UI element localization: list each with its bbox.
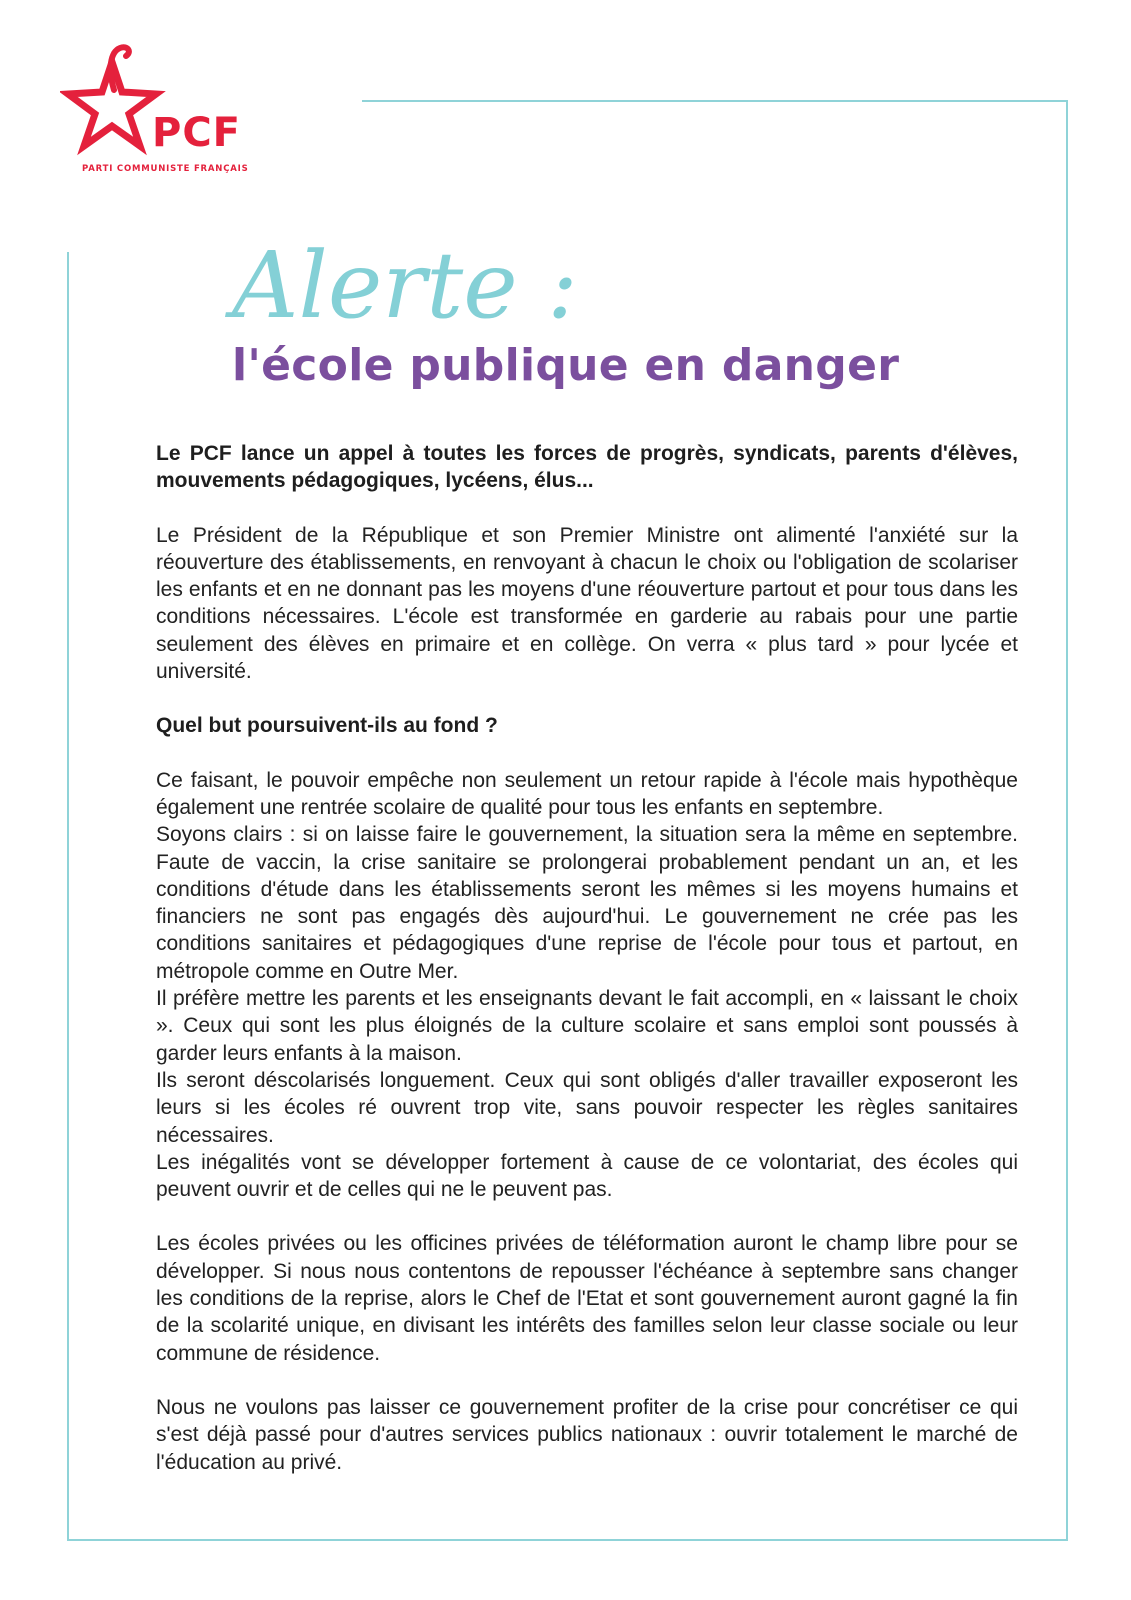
logo-acronym: PCF <box>152 110 241 156</box>
paragraph-4: Nous ne voulons pas laisser ce gouvernement profiter de la crise pour concrétiser ce qui s'est déjà passé pour d'autres services publics nationaux : ouvrir totalement le marché de l'éducation au privé. <box>156 1395 1018 1474</box>
frame-border-bottom <box>67 1539 1068 1541</box>
intro-paragraph: Le PCF lance un appel à toutes les forces de progrès, syndicats, parents d'élèves, mouvements pédagogiques, lycéens, élus... <box>156 442 1018 493</box>
question-heading: Quel but poursuivent-ils au fond ? <box>156 714 498 738</box>
document-body <box>156 440 1018 1476</box>
paragraph-3: Les écoles privées ou les officines privées de téléformation auront le champ libre pour se développer. Si nous nous contentons de repousser l'échéance à septembre sans changer les conditions de la reprise, alors le Chef de l'Etat et sont gouvernement auront gagné la fin de la scolarité unique, en divisant les intérêts des familles selon leur classe sociale ou leur commune de résidence. <box>156 1232 1018 1365</box>
paragraph-1: Le Président de la République et son Premier Ministre ont alimenté l'anxiété sur la réouverture des établissements, en renvoyant à chacun le choix ou l'obligation de scolariser les enfants et en ne donnant pas les moyens d'une réouverture partout et pour tous dans les conditions nécessaires. L'école est transformée en garderie au rabais pour une partie seulement des élèves en primaire et en collège. On verra « plus tard » pour lycée et université. <box>156 523 1018 684</box>
pcf-logo <box>60 40 260 180</box>
paragraph-2b: Soyons clairs : si on laisse faire le gouvernement, la situation sera la même en septembre. Faute de vaccin, la crise sanitaire se prolongerai probablement pendant un an, et les conditions d'étude dans les établissements seront les mêmes si les moyens humains et financiers ne sont pas engagés dès aujourd'hui. Le gouvernement ne crée pas les conditions sanitaires et pédagogiques d'une reprise de l'école pour tous et partout, en métropole comme en Outre Mer. <box>156 823 1018 983</box>
frame-border-right <box>1066 100 1068 1540</box>
frame-border-top <box>362 100 1067 102</box>
paragraph-2e: Les inégalités vont se développer fortement à cause de ce volontariat, des écoles qui peuvent ouvrir et de celles qui ne le peuvent pas. <box>156 1150 1018 1202</box>
title-script: Alerte : <box>232 232 578 339</box>
page-title: l'école publique en danger <box>232 340 900 391</box>
paragraph-2d: Ils seront déscolarisés longuement. Ceux qui sont obligés d'aller travailler exposeront les leurs si les écoles ré ouvrent trop vite, sans pouvoir respecter les règles sanitaires nécessaires. <box>156 1068 1018 1147</box>
frame-border-left <box>67 252 69 1540</box>
logo-full-name: PARTI COMMUNISTE FRANÇAIS <box>82 164 249 174</box>
paragraph-2c: Il préfère mettre les parents et les enseignants devant le fait accompli, en « laissant le choix ». Ceux qui sont les plus éloignés de la culture scolaire et sans emploi sont poussés à garder leurs enfants à la maison. <box>156 987 1018 1065</box>
paragraph-2a: Ce faisant, le pouvoir empêche non seulement un retour rapide à l'école mais hypothèque également une rentrée scolaire de qualité pour tous les enfants en septembre. <box>156 768 1018 819</box>
